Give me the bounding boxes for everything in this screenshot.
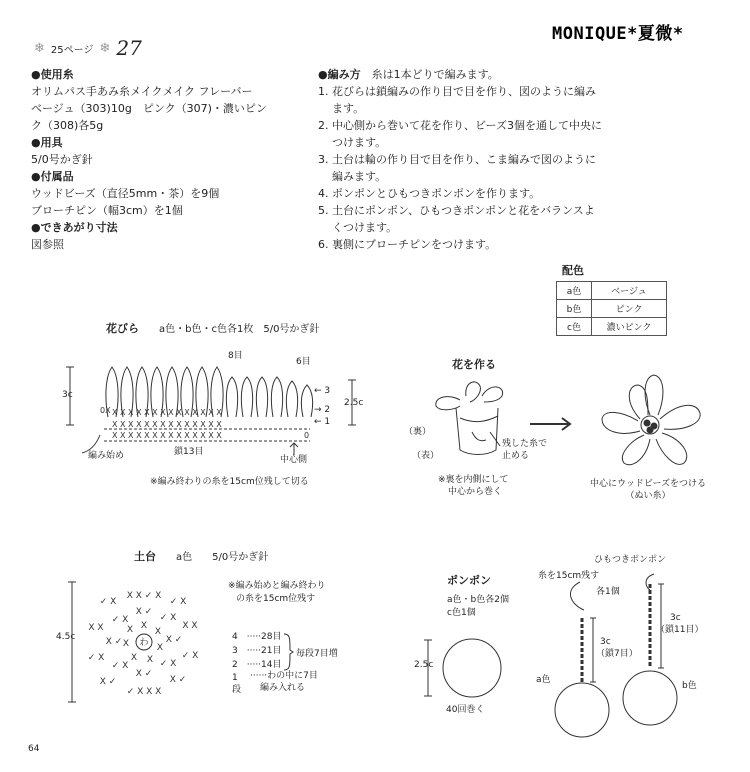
chain-label: 鎖13目 (174, 447, 204, 457)
svg-text:✓ X: ✓ X (169, 597, 187, 607)
page-header (34, 36, 142, 60)
string-pompom-title: ひもつきポンポン (594, 555, 667, 565)
method-step: 6. 裏側にブローチピンをつけます。 (318, 238, 497, 251)
brand-watermark: MONIQUE*夏微* (552, 24, 684, 44)
round-brace (282, 632, 294, 672)
method-section (318, 66, 618, 253)
tools-heading: ●用具 (31, 136, 63, 149)
color-row: c色 濃いピンク (557, 318, 667, 336)
size-text: 図参照 (31, 238, 64, 251)
tools-text: 5/0号かぎ針 (31, 153, 93, 166)
base-heading: 土台 a色 5/0号かぎ針 (134, 550, 269, 563)
left-color: a色 (536, 675, 551, 685)
row-mark: ← 1 (314, 417, 331, 427)
round-row: 2 ·····14目 (232, 660, 282, 670)
page-number: 27 (116, 36, 142, 60)
base-note: ※編み始めと編み終わり の糸を15cm位残す (228, 581, 326, 604)
method-step: 5. 土台にポンポン、ひもつきポンポンと花をバランスよ くつけます。 (318, 204, 595, 234)
round-row: 3 ·····21目 (232, 646, 282, 656)
size-heading: ●できあがり寸法 (31, 221, 118, 234)
method-step: 2. 中心側から巻いて花を作り、ビーズ3個を通して中央に つけます。 (318, 119, 603, 149)
ura-label: （裏） (404, 427, 432, 437)
svg-text:X X X X X X X X X X X X X X: X X X X X X X X X X X X X X (112, 408, 222, 417)
pompom-size: 2.5c (414, 660, 434, 670)
start-label: 編み始め (88, 451, 125, 461)
row-mark: → 2 (314, 405, 331, 415)
accessories-heading: ●付属品 (31, 170, 74, 183)
left-length: 3c （鎖7目） (596, 637, 638, 659)
svg-text:X X: X X (88, 623, 104, 633)
svg-text:X: X (154, 627, 162, 637)
method-step: 3. 土台は輪の作り目で目を作り、こま編みで図のように 編みます。 (318, 153, 596, 183)
svg-text:X ✓: X ✓ (165, 635, 183, 645)
round-list (232, 630, 282, 672)
petal-height-right: 2.5c (344, 398, 364, 408)
svg-text:X ✓: X ✓ (169, 675, 187, 685)
pompom-wraps: 40回巻く (446, 705, 485, 715)
petal-chart (60, 355, 360, 465)
snowflake-icon: ❄ (99, 40, 111, 56)
ref-page: 25ページ (50, 44, 94, 56)
row-mark: ← 3 (314, 386, 331, 396)
round-note: 毎段7目増 (296, 649, 338, 659)
svg-text:✓ X: ✓ X (181, 651, 199, 661)
svg-text:X: X (146, 655, 154, 665)
pompom-title: ポンポン (447, 574, 491, 587)
roll-note: ※裏を内側にして 中心から巻く (438, 475, 509, 497)
petal-note: ※編み終わりの糸を15cm位残して切る (150, 477, 309, 487)
svg-text:✓ X: ✓ X (87, 653, 105, 663)
petal-label-6: 6目 (296, 357, 311, 367)
method-step: 1. 花びらは鎖編みの作り目で目を作り、図のように編み ます。 (318, 85, 596, 115)
svg-text:X ✓: X ✓ (135, 669, 153, 679)
omote-label: （表） (412, 451, 440, 461)
first-round-desc: ······わの中に7目 編み入れる (250, 671, 318, 693)
petal-label-8: 8目 (228, 351, 243, 361)
round-row: 4 ·····28目 (232, 632, 282, 642)
svg-text:X ✓: X ✓ (135, 607, 153, 617)
pompom-drawing (424, 636, 514, 700)
base-chart (68, 578, 208, 708)
string-pompom-drawing (550, 570, 720, 750)
pompom-colors: a色・b色各2個 c色1個 (447, 595, 509, 618)
svg-text:0X: 0X (100, 406, 111, 415)
materials-section (31, 66, 296, 253)
svg-text:✓ X: ✓ X (111, 661, 129, 671)
accessory-line: ブローチピン（幅3cm）を1個 (31, 204, 183, 217)
svg-text:✓ X: ✓ X (159, 659, 177, 669)
svg-text:✓ X X X: ✓ X X X (126, 687, 162, 697)
color-row: a色 ベージュ (557, 282, 667, 300)
color-table (556, 281, 667, 336)
svg-text:X: X (122, 639, 130, 649)
footer-page: 64 (28, 744, 40, 754)
svg-text:X: X (140, 621, 148, 631)
petal-heading: 花びら a色・b色・c色各1枚 5/0号かぎ針 (106, 322, 320, 335)
svg-text:0: 0 (304, 431, 310, 440)
color-row: b色 ピンク (557, 300, 667, 318)
thread-note: 残した糸で 止める (502, 439, 548, 461)
center-mark: わ (139, 638, 149, 648)
petal-height-left: 3c (62, 390, 73, 400)
center-label: 中心側 (280, 455, 308, 465)
right-length: 3c （鎖11目） (656, 613, 704, 635)
base-diameter: 4.5c (56, 632, 76, 642)
svg-text:X X X X X X X X X X X X X X: X X X X X X X X X X X X X X (112, 431, 222, 440)
color-table-title: 配色 (562, 264, 584, 277)
svg-text:✓ X: ✓ X (111, 615, 129, 625)
accessory-line: ウッドビーズ（直径5mm・茶）を9個 (31, 187, 220, 200)
svg-text:X ✓: X ✓ (99, 677, 117, 687)
first-round: 1 段 (232, 673, 242, 695)
yarn-line: ク（308)各5g (31, 119, 104, 132)
leave-thread: 糸を15cm残す (538, 571, 600, 581)
yarn-line: オリムパス手あみ糸メイクメイク フレーバー (31, 85, 253, 98)
pompom-count: 各1個 (596, 587, 620, 597)
bead-note: 中心にウッドビーズをつける （ぬい糸） (590, 479, 707, 501)
svg-text:X X ✓ X: X X ✓ X (126, 591, 162, 601)
yarn-heading: ●使用糸 (31, 68, 74, 81)
svg-text:✓ X: ✓ X (99, 597, 117, 607)
svg-text:X: X (130, 653, 138, 663)
svg-text:X X: X X (182, 621, 198, 631)
yarn-line: ベージュ（303)10g ピンク（307)・濃いピン (31, 102, 267, 115)
flower-make-diagram (420, 370, 720, 480)
flower-make-title: 花を作る (452, 358, 496, 371)
svg-text:✓ X: ✓ X (159, 613, 177, 623)
svg-text:X: X (156, 643, 164, 653)
svg-text:X ✓: X ✓ (105, 637, 123, 647)
svg-text:X X X X X X X X X X X X X X: X X X X X X X X X X X X X X (112, 420, 222, 429)
method-heading: ●編み方 (318, 68, 361, 81)
right-color: b色 (682, 681, 697, 691)
method-note: 糸は1本どりで編みます。 (371, 68, 499, 81)
snowflake-icon: ❄ (34, 40, 45, 56)
method-step: 4. ポンポンとひもつきポンポンを作ります。 (318, 187, 541, 200)
svg-text:X: X (126, 625, 134, 635)
